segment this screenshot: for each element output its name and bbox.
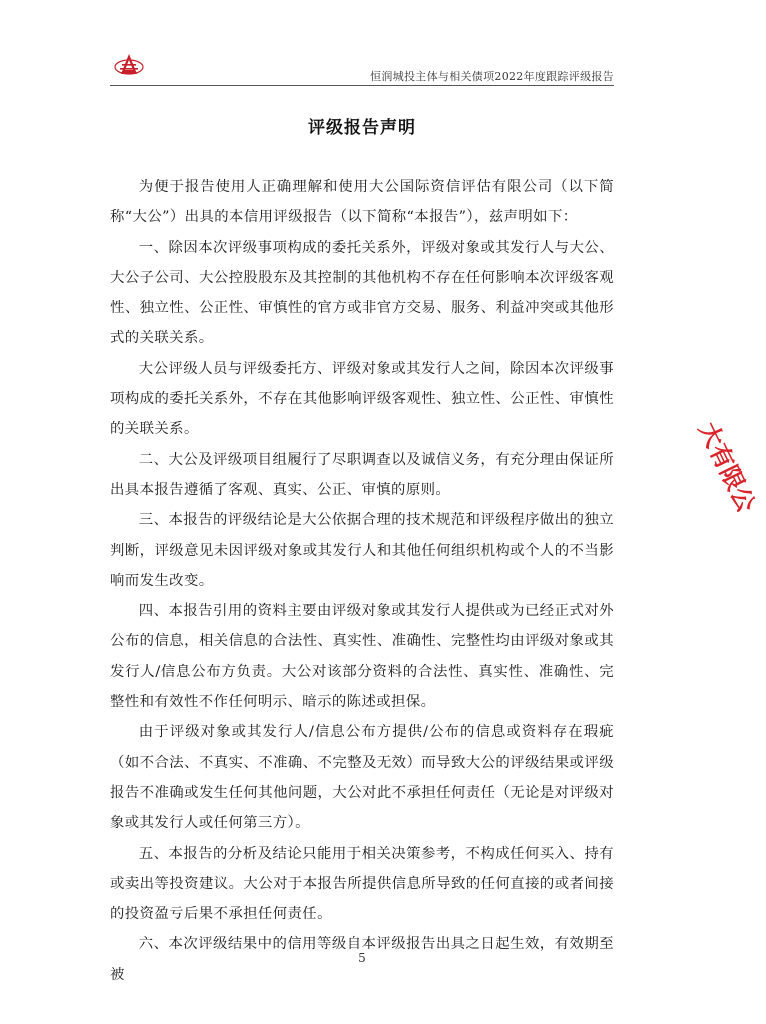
- dagong-logo-icon: [113, 52, 145, 78]
- header-divider: [110, 85, 614, 86]
- paragraph: 五、本报告的分析及结论只能用于相关决策参考，不构成任何买入、持有或卖出等投资建议。大公对于本报告所提供信息所导致的任何直接的或者间接的投资盈亏后果不承担任何责任。: [110, 845, 614, 923]
- paragraph: 一、除因本次评级事项构成的委托关系外，评级对象或其发行人与大公、大公子公司、大公控股股东及其控制的其他机构不存在任何影响本次评级客观性、独立性、公正性、审慎性的官方或非官方交易、服务、利益冲突或其他形式的关联关系。: [110, 239, 614, 347]
- paragraph: 二、大公及评级项目组履行了尽职调查以及诚信义务，有充分理由保证所出具本报告遵循了客观、真实、公正、审慎的原则。: [110, 451, 614, 498]
- paragraph: 四、本报告引用的资料主要由评级对象或其发行人提供或为已经正式对外公布的信息，相关信息的合法性、真实性、准确性、完整性均由评级对象或其发行人/信息公布方负责。大公对该部分资料的合法性、真实性、准确性、完整性和有效性不作任何明示、暗示的陈述或担保。: [110, 603, 614, 711]
- paragraph: 为便于报告使用人正确理解和使用大公国际资信评估有限公司（以下简称“大公”）出具的本信用评级报告（以下简称“本报告”），兹声明如下：: [110, 179, 614, 226]
- paragraph: 由于评级对象或其发行人/信息公布方提供/公布的信息或资料存在瑕疵（如不合法、不真实、不准确、不完整及无效）而导致大公的评级结果或评级报告不准确或发生任何其他问题，大公对此不承担任何责任（无论是对评级对象或其发行人或任何第三方）。: [110, 724, 614, 832]
- report-header-title: 恒润城投主体与相关债项2022年度跟踪评级报告: [370, 70, 614, 83]
- paragraph: 大公评级人员与评级委托方、评级对象或其发行人之间，除因本次评级事项构成的委托关系外，不存在其他影响评级客观性、独立性、公正性、审慎性的关联关系。: [110, 360, 614, 438]
- document-title: 评级报告声明: [308, 118, 416, 138]
- seal-text: 大有限公: [693, 417, 761, 517]
- paragraph: 三、本报告的评级结论是大公依据合理的技术规范和评级程序做出的独立判断，评级意见未因评级对象或其发行人和其他任何组织机构或个人的不当影响而发生改变。: [110, 512, 614, 589]
- company-seal-stamp: [693, 417, 761, 550]
- paragraph: 六、本次评级结果中的信用等级自本评级报告出具之日起生效，有效期至被: [110, 936, 614, 983]
- company-logo: [113, 52, 145, 78]
- page-number: 5: [358, 951, 366, 965]
- document-body: [110, 172, 614, 990]
